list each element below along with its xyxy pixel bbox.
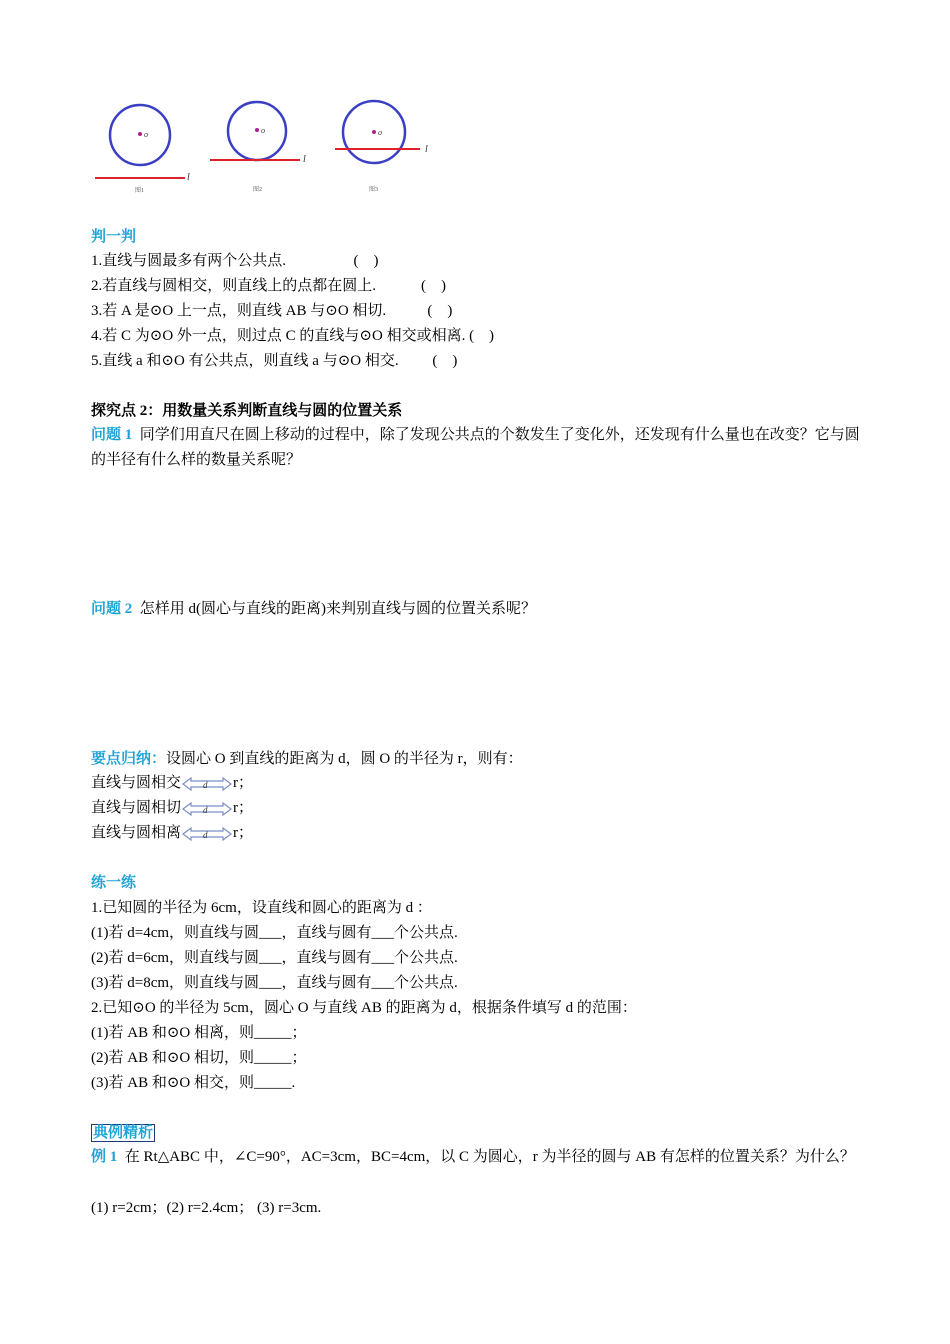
figure1-label: 图1 [135,188,145,194]
arrow-mid-label: d [203,804,208,815]
figure3-line-label: l [425,144,428,155]
figure2-label: 图2 [253,187,263,193]
summary-row-tangent [91,798,253,818]
circle-line-figures [90,92,440,202]
figure2-center-label: o [261,126,265,135]
explore-title: 探究点 2：用数量关系判断直线与圆的位置关系 [91,403,403,419]
arrow-mid-label: d [203,779,208,790]
question-2-label: 问题 2 [91,601,133,617]
summary-label: 要点归纳： [91,751,167,767]
question-1-label: 问题 1 [91,427,133,443]
practice-item-8: (3)若 AB 和⊙O 相交，则_____. [91,1075,296,1091]
figure1-center-dot [138,132,142,136]
summary-row-intersect [91,773,253,793]
example-1-text: 在 Rt△ABC 中，∠C=90°，AC=3cm，BC=4cm，以 C 为圆心，r 为半径的圆与 AB 有怎样的位置关系？为什么？ [124,1149,855,1165]
figure3-center-label: o [378,128,382,137]
practice-item-6: (1)若 AB 和⊙O 相离，则_____； [91,1025,307,1041]
judge-item-5: 5.直线 a 和⊙O 有公共点，则直线 a 与⊙O 相交. ( ) [91,353,458,369]
judge-item-4: 4.若 C 为⊙O 外一点，则过点 C 的直线与⊙O 相交或相离. ( ) [91,328,495,344]
judge-item-2: 2.若直线与圆相交，则直线上的点都在圆上. ( ) [91,278,446,294]
example-title: 典例精析 [93,1125,154,1141]
summary-row-intersect-left: 直线与圆相交 [91,775,182,791]
summary-row-tangent-left: 直线与圆相切 [91,800,182,816]
example-1 [91,1145,871,1170]
practice-item-3: (2)若 d=6cm，则直线与圆___，直线与圆有___个公共点. [91,950,458,966]
figure2-line-label: l [303,154,306,165]
summary-row-separate-right: r； [233,825,254,841]
summary-row-separate [91,823,253,843]
example-1-label: 例 1 [91,1149,118,1165]
question-1-text: 同学们用直尺在圆上移动的过程中，除了发现公共点的个数发生了变化外，还发现有什么量也在改变？它与圆的半径有什么样的数量关系呢？ [91,427,860,468]
double-arrow-icon [181,802,233,816]
practice-item-5: 2.已知⊙O 的半径为 5cm，圆心 O 与直线 AB 的距离为 d，根据条件填写 d 的范围： [91,1000,637,1016]
question-2-text: 怎样用 d(圆心与直线的距离)来判别直线与圆的位置关系呢？ [139,601,537,617]
example-title-wrap [91,1123,155,1143]
practice-item-2: (1)若 d=4cm，则直线与圆___，直线与圆有___个公共点. [91,925,458,941]
question-2 [91,599,536,619]
summary-text: 设圆心 O 到直线的距离为 d，圆 O 的半径为 r，则有： [166,751,523,767]
summary-row-tangent-right: r； [233,800,254,816]
judge-item-1: 1.直线与圆最多有两个公共点. ( ) [91,253,379,269]
summary-intro [91,749,523,769]
double-arrow-icon [181,827,233,841]
judge-title: 判一判 [91,229,137,245]
example-1-sub: (1) r=2cm；(2) r=2.4cm； (3) r=3cm. [91,1200,322,1216]
figure1-line-label: l [187,172,190,183]
practice-title: 练一练 [91,875,137,891]
summary-row-separate-left: 直线与圆相离 [91,825,182,841]
practice-item-4: (3)若 d=8cm，则直线与圆___，直线与圆有___个公共点. [91,975,458,991]
summary-row-intersect-right: r； [233,775,254,791]
judge-item-3: 3.若 A 是⊙O 上一点，则直线 AB 与⊙O 相切. ( ) [91,303,453,319]
arrow-mid-label: d [203,829,208,840]
figure3-label: 图3 [369,187,379,193]
figure2-center-dot [255,128,259,132]
figure3-center-dot [372,130,376,134]
practice-item-1: 1.已知圆的半径为 6cm，设直线和圆心的距离为 d ： [91,900,432,916]
double-arrow-icon [181,777,233,791]
figure1-center-label: o [144,130,148,139]
question-1 [91,423,871,473]
practice-item-7: (2)若 AB 和⊙O 相切，则_____； [91,1050,307,1066]
